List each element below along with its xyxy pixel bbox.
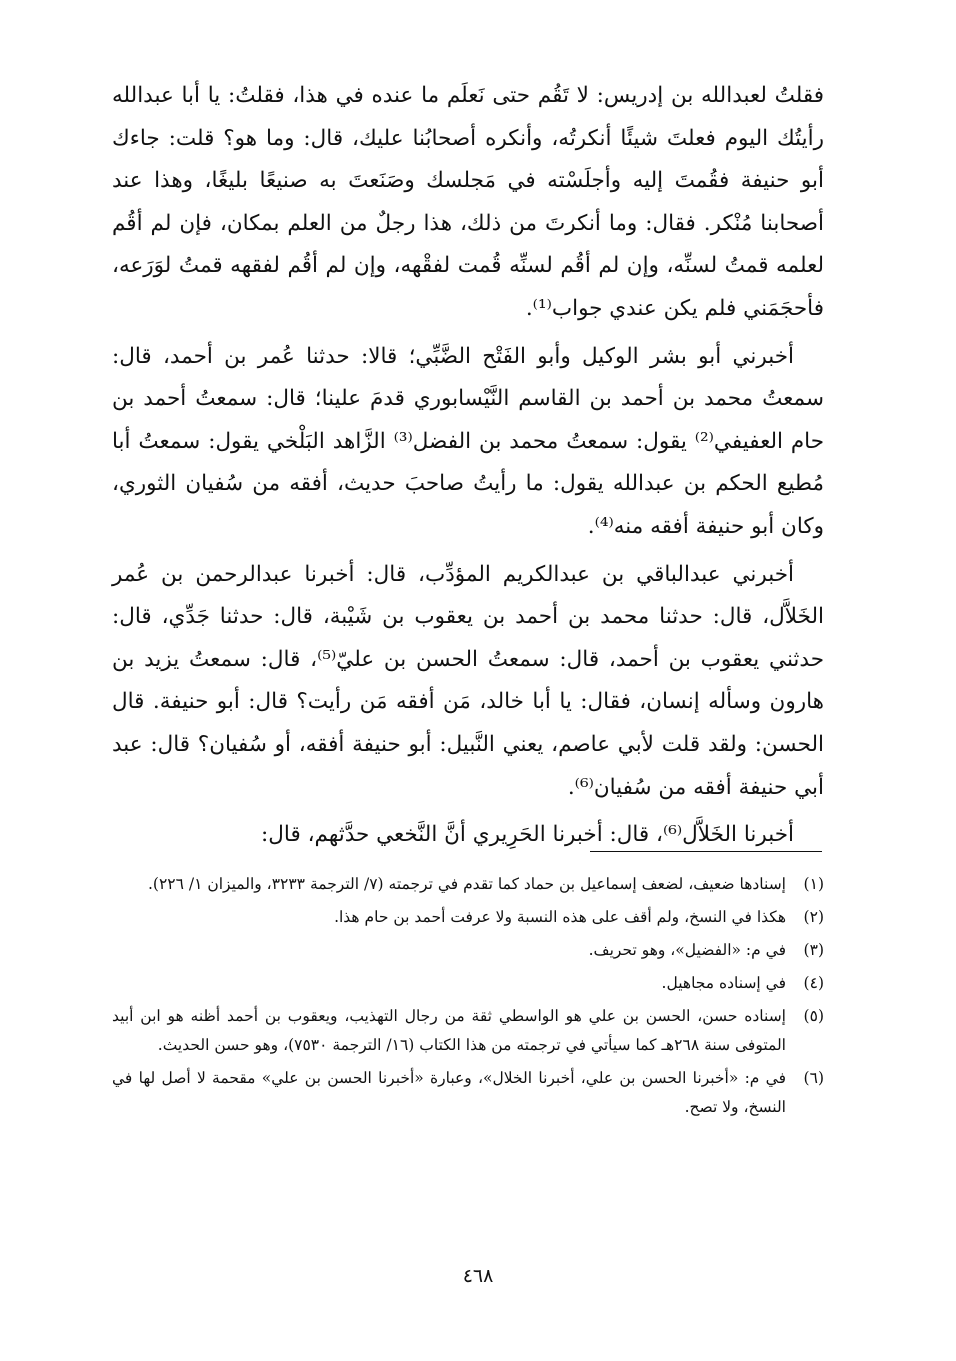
footnote-number: (١) bbox=[803, 875, 824, 893]
footnote-number: (٤) bbox=[803, 974, 824, 992]
footnote bbox=[112, 936, 824, 965]
footnote bbox=[112, 870, 824, 899]
footnote-text: إسنادها ضعيف، لضعف إسماعيل بن حماد كما تقدم في ترجمته (٧/ الترجمة ٣٢٣٣، والميزان ١/ ٢٢٦). bbox=[147, 875, 786, 893]
paragraph: فقلتُ لعبدالله بن إدريس: لا تَقُم حتى نَعلَم ما عنده في هذا، فقلتُ: يا أبا عبدالله رأيتُك اليوم فعلتَ شيئًا أنكرتُه، وأنكره أصحابُنا عليك، قال: وما هو؟ قلت: جاءك أبو حنيفة فقُمتَ إليه وأجلَسْته في مَجلسك وصَنَعتَ به صنيعًا بليغًا، وهذا عند أصحابنا مُنْكر. فقال: وما أنكرتَ من ذلك، هذا رجلٌ من العلم بمكان، فإن لم أقُم لعلمه قمتُ لسنِّه، وإن لم أقُم لسنِّه قُمت لفقْهه، وإن لم أقُم لفقهه قمتُ لوَرَعه، فأحجَمَني فلم يكن عندي جواب⁽¹⁾. bbox=[112, 83, 824, 321]
footnote-text: في م: «الفضيل»، وهو تحريف. bbox=[588, 941, 786, 959]
footnote-text: هكذا في النسخ، ولم أقف على هذه النسبة ولا عرفت أحمد بن حام هذا. bbox=[334, 908, 786, 926]
footnote-number: (٢) bbox=[803, 908, 824, 926]
footnote-text: في إسناده مجاهيل. bbox=[661, 974, 786, 992]
main-text bbox=[112, 75, 824, 857]
paragraph: أخبرني عبدالباقي بن عبدالكريم المؤدِّب، قال: أخبرنا عبدالرحمن بن عُمر الخَلاَّل، قال: حدثنا محمد بن أحمد بن يعقوب بن شَيْبة، قال: حدثنا جَدِّي، قال: حدثني يعقوب بن أحمد، قال: سمعتُ الحسن بن عليّ⁽⁵⁾، قال: سمعتُ يزيد بن هارون وسأله إنسان، فقال: يا أبا خالد، مَن أفقه مَن رأيت؟ قال: أبو حنيفة. قال الحسن: ولقد قلت لأبي عاصم، يعني النَّبيل: أبو حنيفة أفقه، أو سُفيان؟ قال: عبد أبي حنيفة أفقه من سُفيان⁽⁶⁾. bbox=[112, 561, 824, 800]
footnote-number: (٣) bbox=[803, 941, 824, 959]
footnote-separator bbox=[590, 851, 822, 852]
page-number: ٤٦٨ bbox=[462, 1265, 494, 1287]
footnote bbox=[112, 903, 824, 932]
footnote-number: (٥) bbox=[803, 1007, 824, 1025]
footnotes bbox=[112, 870, 824, 1126]
footnote bbox=[112, 969, 824, 998]
footnote-text: إسناده حسن، الحسن بن علي هو الواسطي ثقة من رجال التهذيب، ويعقوب بن أحمد أظنه هو ابن أبيد المتوفى سنة ٢٦٨هـ كما سيأتي في ترجمته من هذا الكتاب (١٦/ الترجمة ٧٥٣٠)، وهو حسن الحديث. bbox=[112, 1007, 786, 1054]
footnote bbox=[112, 1064, 824, 1122]
paragraph: أخبرني أبو بشر الوكيل وأبو الفَتْح الضَّبِّي؛ قالا: حدثنا عُمر بن أحمد، قال: سمعتُ محمد بن أحمد بن القاسم النَّيْسابوري قدمَ علينا؛ قال: سمعتُ أحمد بن حام العفيفي⁽²⁾ يقول: سمعتُ محمد بن الفضل⁽³⁾ الزَّاهد البَلْخي يقول: سمعتُ أبا مُطيع الحكم بن عبدالله يقول: ما رأيتُ صاحبَ حديث، أفقه من سُفيان الثوري، وكان أبو حنيفة أفقه منه⁽⁴⁾. bbox=[112, 343, 824, 539]
paragraph: أخبرنا الخَلاَّل⁽⁶⁾، قال: أخبرنا الحَرِيري أنَّ النَّخعي حدَّثهم، قال: bbox=[261, 822, 794, 848]
footnote-text: في م: «أخبرنا الحسن بن علي، أخبرنا الخلال»، وعبارة «أخبرنا الحسن بن علي» مقحمة لا أصل لها في النسخ، ولا تصح. bbox=[112, 1069, 786, 1116]
footnote bbox=[112, 1002, 824, 1060]
footnote-number: (٦) bbox=[803, 1069, 824, 1087]
